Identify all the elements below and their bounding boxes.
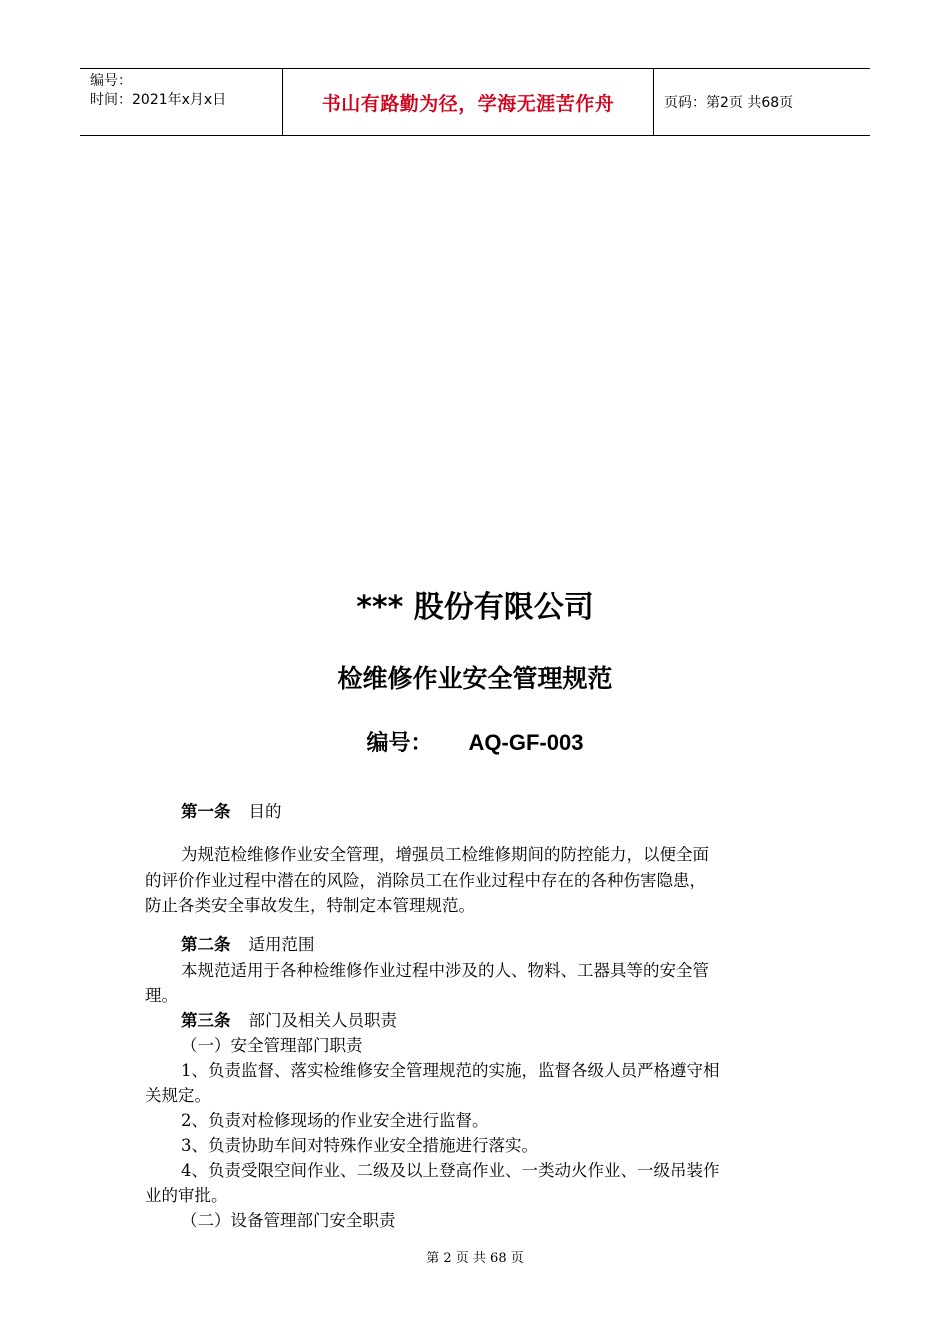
section-1-item-line: 业的审批。: [145, 1186, 228, 1205]
article-2-para-line: 本规范适用于各种检维修作业过程中涉及的人、物料、工器具等的安全管: [181, 961, 709, 980]
article-1-para-line: 防止各类安全事故发生，特制定本管理规范。: [145, 896, 475, 915]
header-page-info: 页码：第2页 共68页: [664, 95, 794, 111]
section-1-item-line: 3、负责协助车间对特殊作业安全措施进行落实。: [181, 1136, 538, 1155]
section-2-title: （二）设备管理部门安全职责: [181, 1211, 396, 1230]
article-2-para-line: 理。: [145, 986, 178, 1005]
article-1-para-line: 的评价作业过程中潜在的风险，消除员工在作业过程中存在的各种伤害隐患，: [145, 871, 706, 890]
article-1-number: 第一条: [181, 802, 231, 821]
document-code-value: AQ-GF-003: [468, 730, 584, 755]
article-2-number: 第二条: [181, 935, 231, 954]
article-1-title: 目的: [248, 802, 282, 821]
article-3-heading: [181, 1007, 397, 1031]
section-1-item-line: 2、负责对检修现场的作业安全进行监督。: [181, 1111, 489, 1130]
document-code: [0, 726, 950, 757]
document-title: 检维修作业安全管理规范: [337, 664, 613, 693]
header-time-label: 时间：2021年x月x日: [90, 92, 227, 108]
header-meta: [80, 69, 282, 135]
document-code-label: 编号：: [366, 731, 433, 756]
article-1-para-line: 为规范检维修作业安全管理，增强员工检维修期间的防控能力，以便全面: [181, 845, 709, 864]
article-2-title: 适用范围: [248, 935, 315, 954]
article-3-title: 部门及相关人员职责: [248, 1011, 397, 1030]
header-motto: 书山有路勤为径，学海无涯苦作舟: [282, 69, 654, 135]
header-number-label: 编号：: [90, 73, 132, 89]
section-1-item-line: 关规定。: [145, 1086, 211, 1105]
article-1-heading: [181, 798, 282, 822]
article-2-heading: [181, 931, 315, 955]
section-1-title: （一）安全管理部门职责: [181, 1036, 363, 1055]
page-footer: 第 2 页 共 68 页: [426, 1251, 524, 1266]
company-name: *** 股份有限公司: [356, 590, 594, 625]
page-header: [80, 68, 870, 136]
section-1-item-line: 1、负责监督、落实检维修安全管理规范的实施，监督各级人员严格遵守相: [181, 1061, 720, 1080]
article-3-number: 第三条: [181, 1011, 231, 1030]
section-1-item-line: 4、负责受限空间作业、二级及以上登高作业、一类动火作业、一级吊装作: [181, 1161, 720, 1180]
